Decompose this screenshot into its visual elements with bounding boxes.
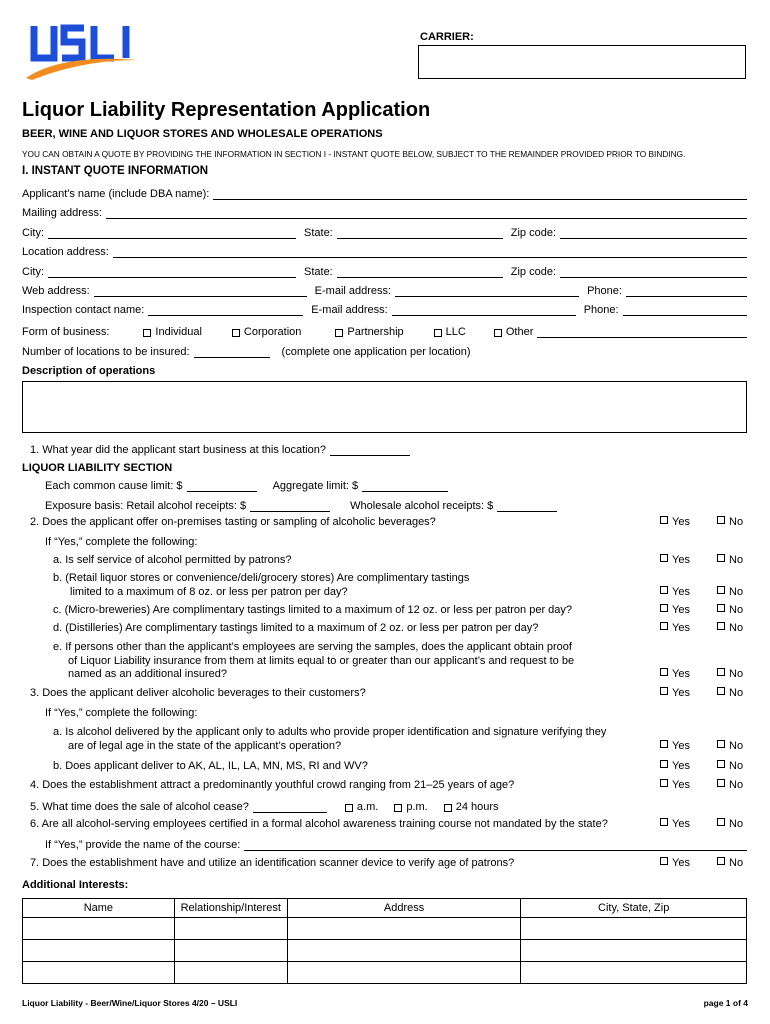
individual-checkbox[interactable]: [143, 329, 151, 337]
column-header-city-state-zip: City, State, Zip: [521, 899, 747, 918]
no-label: No: [729, 740, 744, 752]
location-address-label: Location address:: [22, 246, 109, 258]
usli-logo: [22, 20, 142, 82]
individual-label: Individual: [155, 326, 202, 338]
other-field[interactable]: [537, 325, 747, 338]
q1-field[interactable]: [330, 443, 410, 456]
corporation-checkbox[interactable]: [232, 329, 240, 337]
no-label: No: [729, 687, 744, 699]
zip-field[interactable]: [560, 226, 747, 239]
q3a-no-checkbox[interactable]: [717, 740, 725, 748]
q3a-no-option[interactable]: [717, 740, 743, 752]
exposure-retail-label: Exposure basis: Retail alcohol receipts: $: [45, 500, 247, 512]
inspection-contact-label: Inspection contact name:: [22, 304, 145, 316]
email-label: E-mail address:: [314, 285, 392, 297]
q6-no-option[interactable]: [717, 818, 743, 830]
state-label: State:: [304, 266, 333, 278]
applicant-name-row: [22, 184, 747, 200]
am-label: a.m.: [356, 801, 379, 813]
page-subtitle: BEER, WINE AND LIQUOR STORES AND WHOLESALE OPERATIONS: [22, 128, 383, 140]
num-locations-note: (complete one application per location): [281, 346, 471, 358]
city-field[interactable]: [48, 226, 296, 239]
description-input[interactable]: [22, 381, 747, 433]
q6-yes-checkbox[interactable]: [660, 818, 668, 826]
yes-label: Yes: [672, 586, 690, 598]
q6-yes-option[interactable]: [660, 818, 690, 830]
zip-label: Zip code:: [510, 227, 556, 239]
city-state-zip-row: [22, 223, 747, 239]
additional-interests-table: [22, 898, 747, 984]
table-cell[interactable]: [174, 940, 287, 962]
q3b-yes-option[interactable]: [660, 760, 690, 772]
phone-label: Phone:: [583, 304, 619, 316]
num-locations-row: [22, 342, 747, 358]
inspection-contact-field[interactable]: [148, 303, 303, 316]
q2e-yes-checkbox[interactable]: [660, 668, 668, 676]
q2a-no-checkbox[interactable]: [717, 554, 725, 562]
location-city-field[interactable]: [48, 265, 296, 278]
liquor-section-heading: LIQUOR LIABILITY SECTION: [22, 462, 173, 474]
phone-field[interactable]: [626, 284, 747, 297]
q2c-label: c. (Micro-breweries) Are complimentary tastings limited to a maximum of 12 oz. or less per patron per day?: [53, 604, 573, 616]
description-label: Description of operations: [22, 365, 156, 377]
q5-label: 5. What time does the sale of alcohol cease?: [30, 801, 249, 813]
q5-row: [30, 797, 530, 813]
q2d-label: d. (Distilleries) Are complimentary tastings limited to a maximum of 2 oz. or less per patron per day?: [53, 622, 539, 634]
q5-time-field[interactable]: [253, 800, 327, 813]
each-common-field[interactable]: [187, 479, 257, 492]
q4-no-option[interactable]: [717, 779, 743, 791]
q7-no-checkbox[interactable]: [717, 857, 725, 865]
phone-label: Phone:: [587, 285, 622, 297]
q2b-yes-option[interactable]: [660, 586, 690, 598]
q6-course-field[interactable]: [244, 838, 747, 851]
q2d-no-checkbox[interactable]: [717, 622, 725, 630]
other-checkbox[interactable]: [494, 329, 502, 337]
q2d-yes-checkbox[interactable]: [660, 622, 668, 630]
q3b-yes-checkbox[interactable]: [660, 760, 668, 768]
carrier-input[interactable]: [418, 45, 746, 79]
table-cell[interactable]: [23, 962, 175, 984]
footer-page-number: page 1 of 4: [703, 998, 748, 1008]
state-label: State:: [304, 227, 333, 239]
yes-label: Yes: [672, 668, 690, 680]
q7-yes-checkbox[interactable]: [660, 857, 668, 865]
table-cell[interactable]: [23, 940, 175, 962]
yes-label: Yes: [672, 604, 690, 616]
table-cell[interactable]: [174, 918, 287, 940]
no-label: No: [729, 622, 744, 634]
partnership-label: Partnership: [347, 326, 404, 338]
exposure-wholesale-label: Wholesale alcohol receipts: $: [350, 500, 494, 512]
table-header-row: [23, 899, 747, 918]
q2b-no-checkbox[interactable]: [717, 586, 725, 594]
q6-label: 6. Are all alcohol-serving employees certified in a formal alcohol awareness training course not mandated by the state?: [30, 818, 608, 830]
q4-label: 4. Does the establishment attract a predominantly youthful crowd ranging from 21–25 years of age?: [30, 779, 515, 791]
table-row: [23, 918, 747, 940]
q6-followup-label: If “Yes,” provide the name of the course:: [45, 839, 241, 851]
llc-checkbox[interactable]: [434, 329, 442, 337]
no-label: No: [729, 857, 744, 869]
no-label: No: [729, 760, 744, 772]
section-heading: I. INSTANT QUOTE INFORMATION: [22, 165, 209, 177]
table-cell[interactable]: [521, 918, 747, 940]
location-state-field[interactable]: [337, 265, 503, 278]
corporation-label: Corporation: [243, 326, 302, 338]
q3a-yes-option[interactable]: [660, 740, 690, 752]
yes-label: Yes: [672, 818, 690, 830]
q2d-yes-option[interactable]: [660, 622, 690, 634]
yes-label: Yes: [672, 516, 690, 528]
no-label: No: [729, 554, 744, 566]
each-common-label: Each common cause limit: $: [45, 480, 183, 492]
column-header-address: Address: [287, 899, 521, 918]
carrier-label: CARRIER:: [420, 31, 474, 43]
q2c-yes-checkbox[interactable]: [660, 604, 668, 612]
no-label: No: [729, 586, 744, 598]
q3a-label-1: a. Is alcohol delivered by the applicant only to adults who provide proper identification and signature verifying they: [53, 726, 607, 738]
q2e-label-3: named as an additional insured?: [68, 668, 228, 680]
table-row: [23, 940, 747, 962]
q3b-label: b. Does applicant deliver to AK, AL, IL, LA, MN, MS, RI and WV?: [53, 760, 368, 772]
exposure-row: [45, 496, 565, 512]
inspection-email-field[interactable]: [392, 303, 576, 316]
q2-yes-checkbox[interactable]: [660, 516, 668, 524]
q3-if-yes: If “Yes,” complete the following:: [45, 707, 198, 719]
q3a-yes-checkbox[interactable]: [660, 740, 668, 748]
yes-label: Yes: [672, 687, 690, 699]
q2-no-option[interactable]: [717, 516, 743, 528]
q7-no-option[interactable]: [717, 857, 743, 869]
num-locations-label: Number of locations to be insured:: [22, 346, 190, 358]
location-city-state-zip-row: [22, 262, 747, 278]
q2a-no-option[interactable]: [717, 554, 743, 566]
no-label: No: [729, 604, 744, 616]
num-locations-field[interactable]: [194, 345, 270, 358]
q1-label: 1. What year did the applicant start business at this location?: [30, 444, 326, 456]
partnership-checkbox[interactable]: [335, 329, 343, 337]
mailing-address-row: [22, 203, 747, 219]
q3a-label-2: are of legal age in the state of the applicant’s operation?: [68, 740, 342, 752]
page-title: Liquor Liability Representation Application: [22, 99, 431, 121]
aggregate-label: Aggregate limit: $: [272, 480, 359, 492]
pm-checkbox[interactable]: [394, 804, 402, 812]
llc-label: LLC: [445, 326, 466, 338]
zip-label: Zip code:: [510, 266, 556, 278]
web-address-row: [22, 281, 747, 297]
inspection-contact-row: [22, 300, 747, 316]
q3-no-option[interactable]: [717, 687, 743, 699]
table-cell[interactable]: [287, 962, 521, 984]
pm-label: p.m.: [406, 801, 428, 813]
location-zip-field[interactable]: [560, 265, 747, 278]
q2a-yes-option[interactable]: [660, 554, 690, 566]
24-hours-label: 24 hours: [455, 801, 499, 813]
q3-yes-checkbox[interactable]: [660, 687, 668, 695]
yes-label: Yes: [672, 857, 690, 869]
aggregate-field[interactable]: [362, 479, 448, 492]
q2c-no-checkbox[interactable]: [717, 604, 725, 612]
q2-no-checkbox[interactable]: [717, 516, 725, 524]
state-field[interactable]: [337, 226, 503, 239]
location-address-field[interactable]: [113, 245, 747, 258]
additional-interests-heading: Additional Interests:: [22, 879, 129, 891]
q3-yes-option[interactable]: [660, 687, 690, 699]
inspection-phone-field[interactable]: [623, 303, 747, 316]
q3-no-checkbox[interactable]: [717, 687, 725, 695]
yes-label: Yes: [672, 622, 690, 634]
no-label: No: [729, 779, 744, 791]
q2b-label-2: limited to a maximum of 8 oz. or less per patron per day?: [70, 586, 348, 598]
city-label: City:: [22, 266, 44, 278]
table-cell[interactable]: [287, 940, 521, 962]
q6-followup-row: [45, 835, 747, 851]
yes-label: Yes: [672, 740, 690, 752]
q4-no-checkbox[interactable]: [717, 779, 725, 787]
24-hours-checkbox[interactable]: [444, 804, 452, 812]
yes-label: Yes: [672, 554, 690, 566]
location-address-row: [22, 242, 747, 258]
q2b-label-1: b. (Retail liquor stores or convenience/deli/grocery stores) Are complimentary tastings: [53, 572, 470, 584]
email-label: E-mail address:: [311, 304, 388, 316]
column-header-relationship: Relationship/Interest: [174, 899, 287, 918]
yes-label: Yes: [672, 760, 690, 772]
q2e-label-2: of Liquor Liability insurance from them at limits equal to or greater than our applicant’s and request to be: [68, 655, 575, 667]
form-of-business-label: Form of business:: [22, 326, 110, 338]
exposure-retail-field[interactable]: [250, 499, 330, 512]
am-checkbox[interactable]: [345, 804, 353, 812]
no-label: No: [729, 516, 744, 528]
q3b-no-option[interactable]: [717, 760, 743, 772]
table-cell[interactable]: [174, 962, 287, 984]
no-label: No: [729, 818, 744, 830]
q2c-no-option[interactable]: [717, 604, 743, 616]
q2d-no-option[interactable]: [717, 622, 743, 634]
table-cell[interactable]: [521, 940, 747, 962]
q3b-no-checkbox[interactable]: [717, 760, 725, 768]
q3-label: 3. Does the applicant deliver alcoholic beverages to their customers?: [30, 687, 366, 699]
email-field[interactable]: [395, 284, 579, 297]
applicant-name-label: Applicant's name (include DBA name):: [22, 188, 210, 200]
q2-yes-option[interactable]: [660, 516, 690, 528]
web-address-field[interactable]: [94, 284, 307, 297]
table-row: [23, 962, 747, 984]
other-label: Other: [505, 326, 534, 338]
q1-row: [30, 440, 430, 456]
mailing-address-label: Mailing address:: [22, 207, 103, 219]
q2-if-yes: If “Yes,” complete the following:: [45, 536, 198, 548]
no-label: No: [729, 668, 744, 680]
city-label: City:: [22, 227, 44, 239]
q2e-yes-option[interactable]: [660, 668, 690, 680]
q2a-yes-checkbox[interactable]: [660, 554, 668, 562]
web-address-label: Web address:: [22, 285, 90, 297]
mailing-address-field[interactable]: [106, 206, 747, 219]
q2b-yes-checkbox[interactable]: [660, 586, 668, 594]
form-of-business-row: [22, 322, 747, 338]
yes-label: Yes: [672, 779, 690, 791]
applicant-name-field[interactable]: [213, 187, 747, 200]
column-header-name: Name: [23, 899, 175, 918]
q7-label: 7. Does the establishment have and utilize an identification scanner device to verify age of patrons?: [30, 857, 515, 869]
q4-yes-option[interactable]: [660, 779, 690, 791]
q7-yes-option[interactable]: [660, 857, 690, 869]
quote-note: YOU CAN OBTAIN A QUOTE BY PROVIDING THE INFORMATION IN SECTION I - INSTANT QUOTE BELOW, SUBJECT TO THE REMAINDER PROVIDED PRIOR TO BINDING.: [22, 149, 686, 159]
q4-yes-checkbox[interactable]: [660, 779, 668, 787]
q2e-no-option[interactable]: [717, 668, 743, 680]
q2e-no-checkbox[interactable]: [717, 668, 725, 676]
q2c-yes-option[interactable]: [660, 604, 690, 616]
table-cell[interactable]: [23, 918, 175, 940]
limits-row: [45, 476, 485, 492]
exposure-wholesale-field[interactable]: [497, 499, 557, 512]
q2e-label-1: e. If persons other than the applicant’s employees are serving the samples, does the applicant obtain proof: [53, 641, 572, 653]
footer-form-id: Liquor Liability - Beer/Wine/Liquor Stores 4/20 – USLI: [22, 998, 238, 1008]
table-cell[interactable]: [287, 918, 521, 940]
q2b-no-option[interactable]: [717, 586, 743, 598]
q2-label: 2. Does the applicant offer on-premises tasting or sampling of alcoholic beverages?: [30, 516, 436, 528]
table-cell[interactable]: [521, 962, 747, 984]
q2a-label: a. Is self service of alcohol permitted by patrons?: [53, 554, 292, 566]
q6-no-checkbox[interactable]: [717, 818, 725, 826]
